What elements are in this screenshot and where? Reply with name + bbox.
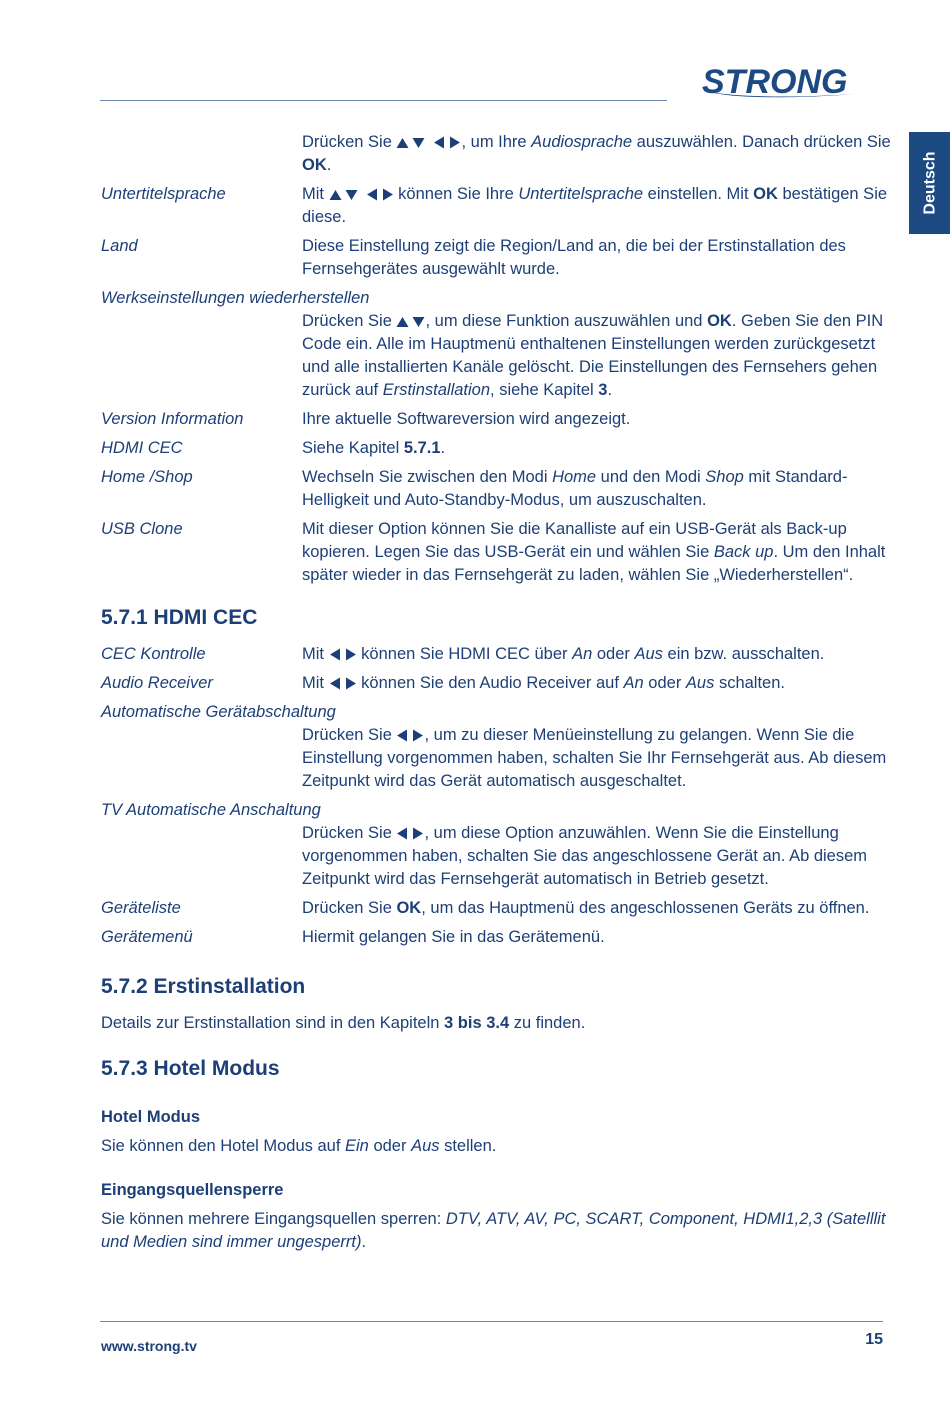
triangle-down-icon [412,137,425,149]
triangle-left-icon [329,648,341,661]
setting-term: Automatische Gerätabschaltung [101,703,336,721]
strong-logo [700,62,885,102]
setting-hdmi-cec [101,437,891,460]
setting-factory-reset [101,287,891,402]
setting-term: Land [101,237,138,255]
setting-desc: Mit können Sie Ihre Untertitelsprache einstellen. Mit OK bestätigen Sie diese. [302,185,888,226]
triangle-left-icon [329,677,341,690]
nav-arrows-left-right [329,674,357,692]
triangle-right-icon [412,729,424,742]
setting-term: Geräteliste [101,899,181,917]
setting-home-shop [101,466,891,512]
setting-desc: Drücken Sie , um diese Option anzuwählen. Wenn Sie die Einstellung vorgenommen haben, schalten Sie das angeschlossene Gerät an. Ab diesem Zeitpunkt wird das Fernsehgerät automatisch in Betrieb gesetzt. [302,824,868,888]
triangle-left-icon [366,188,378,201]
setting-desc: Mit können Sie den Audio Receiver auf An oder Aus schalten. [302,674,785,692]
setting-term: CEC Kontrolle [101,645,206,663]
section-heading-hdmi-cec: 5.7.1 HDMI CEC [101,606,258,629]
page-number: 15 [865,1331,883,1348]
setting-desc: Siehe Kapitel 5.7.1. [302,439,446,457]
setting-cec-kontrolle [101,643,891,666]
setting-term: Untertitelsprache [101,185,226,203]
setting-term: Gerätemenü [101,928,193,946]
setting-desc: Wechseln Sie zwischen den Modi Home und den Modi Shop mit Standard-Helligkeit und Auto-Standby-Modus, um auszuschalten. [302,468,848,509]
setting-tv-auto-on [101,799,891,891]
setting-desc: Drücken Sie , um zu dieser Menüeinstellung zu gelangen. Wenn Sie die Einstellung vorgenommen haben, schalten Sie Ihr Fernsehgerät aus. Ab diesem Zeitpunkt wird das Gerät automatisch ausgeschaltet. [302,726,887,790]
setting-desc: Mit dieser Option können Sie die Kanalliste auf ein USB-Gerät als Back-up kopieren. Legen Sie das USB-Gerät ein und wählen Sie Back up. Um den Inhalt später wieder in das Fernsehgerät zu laden, wählen Sie „Wiederherstellen“. [302,520,886,584]
triangle-left-icon [433,136,445,149]
header-rule [100,100,667,101]
footer-url[interactable]: www.strong.tv [101,1338,197,1354]
triangle-right-icon [412,827,424,840]
nav-arrows-left-right [396,824,424,842]
page-content [101,131,891,1260]
triangle-down-icon [412,316,425,328]
setting-desc: Drücken Sie , um diese Funktion auszuwählen und OK. Geben Sie den PIN Code ein. Alle im Hauptmenü enthaltenen Einstellungen werden zurückgesetzt und alle installierten Kanäle gelöscht. Die Einstellungen des Fernsehers gehen zurück auf Erstinstallation, siehe Kapitel 3. [302,312,884,399]
setting-subtitle-language [101,183,891,229]
setting-device-list [101,897,891,920]
triangle-right-icon [345,677,357,690]
nav-arrows-left-right [396,726,424,744]
setting-auto-device-off [101,701,891,793]
setting-usb-clone [101,518,891,587]
footer-rule [100,1321,883,1322]
setting-term: USB Clone [101,520,183,538]
svg-text:STRONG: STRONG [702,63,848,101]
triangle-down-icon [345,189,358,201]
setting-term: Werkseinstellungen wiederherstellen [101,289,370,307]
triangle-up-icon [329,189,342,201]
triangle-left-icon [396,729,408,742]
triangle-right-icon [345,648,357,661]
setting-audio-receiver [101,672,891,695]
language-tab-label: Deutsch [921,151,938,215]
setting-term: HDMI CEC [101,439,183,457]
language-tab [909,132,950,234]
setting-term: Home /Shop [101,468,193,486]
setting-desc: Drücken Sie , um Ihre Audiosprache auszuwählen. Danach drücken Sie OK. [302,133,891,174]
section-heading-erstinstallation: 5.7.2 Erstinstallation [101,975,306,998]
nav-arrows-four [329,185,394,203]
setting-desc: Diese Einstellung zeigt die Region/Land an, die bei der Erstinstallation des Fernsehgerätes ausgewählt wurde. [302,237,846,278]
setting-term: TV Automatische Anschaltung [101,801,321,819]
triangle-left-icon [396,827,408,840]
setting-desc: Hiermit gelangen Sie in das Gerätemenü. [302,928,605,946]
subheading-eingangsquellensperre: Eingangsquellensperre [101,1181,284,1199]
setting-desc: Drücken Sie OK, um das Hauptmenü des angeschlossenen Geräts zu öffnen. [302,899,870,917]
hotel-modus-text: Sie können den Hotel Modus auf Ein oder Aus stellen. [101,1137,497,1155]
setting-desc: Ihre aktuelle Softwareversion wird angezeigt. [302,410,631,428]
setting-version-information [101,408,891,431]
triangle-right-icon [449,136,461,149]
triangle-up-icon [396,137,409,149]
section-heading-hotel-modus: 5.7.3 Hotel Modus [101,1057,280,1080]
eingangsquellensperre-text: Sie können mehrere Eingangsquellen sperren: DTV, ATV, AV, PC, SCART, Component, HDMI1,2,3 (Satelllit und Medien sind immer ungesperrt). [101,1210,886,1251]
setting-desc: Mit können Sie HDMI CEC über An oder Aus ein bzw. ausschalten. [302,645,825,663]
erstinstallation-text: Details zur Erstinstallation sind in den Kapiteln 3 bis 3.4 zu finden. [101,1014,586,1032]
nav-arrows-four [396,133,461,151]
setting-term: Audio Receiver [101,674,213,692]
setting-audio-language [101,131,891,177]
setting-land [101,235,891,281]
setting-term: Version Information [101,410,244,428]
subheading-hotel-modus: Hotel Modus [101,1108,200,1126]
setting-device-menu [101,926,891,949]
triangle-up-icon [396,316,409,328]
triangle-right-icon [382,188,394,201]
nav-arrows-left-right [329,645,357,663]
nav-arrows-up-down [396,312,425,330]
